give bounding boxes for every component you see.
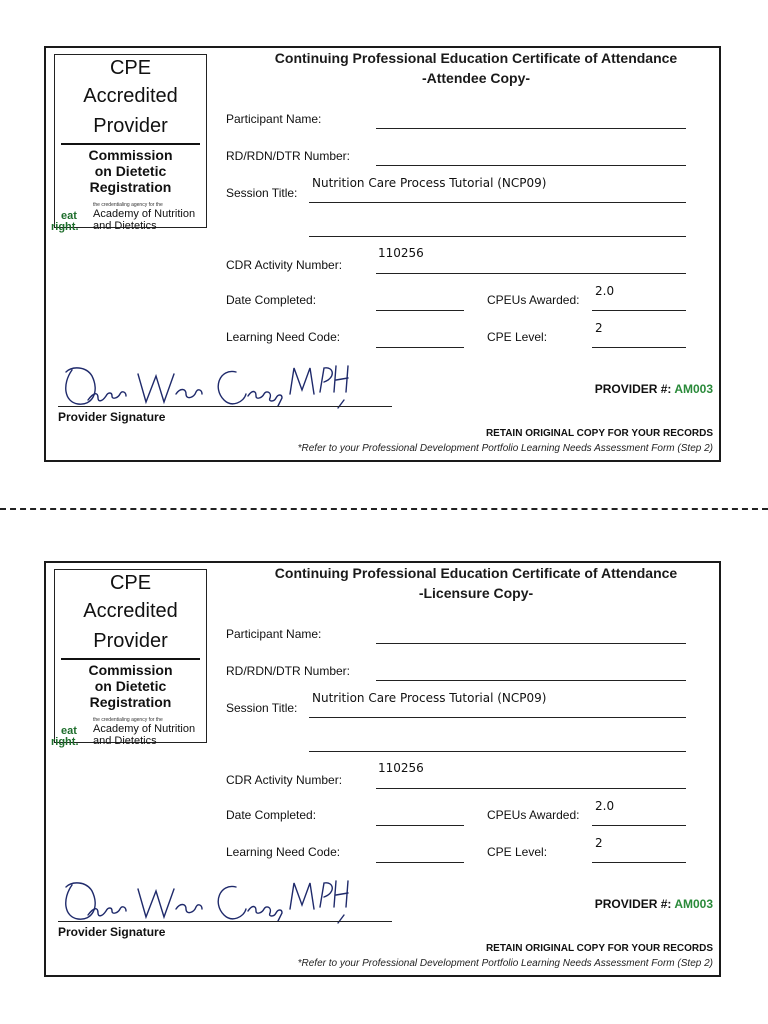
logo-tagline: the credentialing agency for the bbox=[93, 717, 163, 723]
learning-need-code-label: Learning Need Code: bbox=[226, 330, 341, 344]
cdr-activity-number-field bbox=[376, 788, 686, 789]
cpe-level-field bbox=[592, 347, 686, 348]
session-title-label: Session Title: bbox=[226, 701, 298, 715]
provider-signature-label: Provider Signature bbox=[58, 410, 166, 424]
cpeus-awarded-label: CPEUs Awarded: bbox=[487, 293, 580, 307]
logo-tagline: the credentialing agency for the bbox=[93, 202, 163, 208]
provider-code: AM003 bbox=[674, 382, 713, 396]
session-title-line-2 bbox=[309, 751, 686, 752]
cpe-level-label: CPE Level: bbox=[487, 330, 548, 344]
logo-cpe-text: CPE bbox=[109, 572, 152, 594]
logo-academy-text: Academy of Nutrition and Dietetics bbox=[93, 723, 196, 747]
participant-name-label: Participant Name: bbox=[226, 112, 322, 126]
participant-name-field[interactable] bbox=[376, 643, 686, 644]
cpe-level-label: CPE Level: bbox=[487, 845, 548, 859]
cpe-provider-logo bbox=[51, 54, 207, 233]
certificate-licensure-copy bbox=[44, 561, 721, 977]
eat-right-logo-icon: eat right. bbox=[51, 210, 79, 233]
provider-number bbox=[595, 382, 713, 396]
signature-line bbox=[58, 921, 392, 922]
provider-code: AM003 bbox=[674, 897, 713, 911]
cpe-level-field bbox=[592, 862, 686, 863]
refer-note: *Refer to your Professional Development Portfolio Learning Needs Assessment Form (Step 2) bbox=[297, 958, 713, 969]
rdn-number-label: RD/RDN/DTR Number: bbox=[226, 149, 351, 163]
session-title-value: Nutrition Care Process Tutorial (NCP09) bbox=[312, 176, 547, 190]
cdr-activity-number-field bbox=[376, 273, 686, 274]
provider-number bbox=[595, 897, 713, 911]
date-completed-label: Date Completed: bbox=[226, 808, 317, 822]
date-completed-label: Date Completed: bbox=[226, 293, 317, 307]
cdr-activity-number-value: 110256 bbox=[378, 761, 424, 775]
logo-divider bbox=[61, 658, 200, 660]
signature-line bbox=[58, 406, 392, 407]
participant-name-field[interactable] bbox=[376, 128, 686, 129]
logo-cdr-text: Commission on Dietetic Registration bbox=[88, 147, 173, 195]
copy-type: -Attendee Copy- bbox=[421, 70, 531, 86]
learning-need-code-label: Learning Need Code: bbox=[226, 845, 341, 859]
refer-note: *Refer to your Professional Development Portfolio Learning Needs Assessment Form (Step 2) bbox=[297, 443, 713, 454]
provider-signature-image bbox=[58, 360, 358, 412]
certificate-title: Continuing Professional Education Certificate of Attendance bbox=[274, 565, 678, 581]
date-completed-field[interactable] bbox=[376, 825, 464, 826]
logo-provider-text: Provider bbox=[93, 630, 168, 652]
logo-cdr-text: Commission on Dietetic Registration bbox=[88, 662, 173, 710]
logo-divider bbox=[61, 143, 200, 145]
logo-accredited-text: Accredited bbox=[83, 600, 178, 622]
logo-cpe-text: CPE bbox=[109, 57, 152, 79]
cpe-level-value: 2 bbox=[595, 321, 603, 335]
session-title-label: Session Title: bbox=[226, 186, 298, 200]
cpeus-awarded-value: 2.0 bbox=[595, 284, 615, 298]
participant-name-label: Participant Name: bbox=[226, 627, 322, 641]
cpeus-awarded-field bbox=[592, 310, 686, 311]
eat-right-logo-icon: eat right. bbox=[51, 725, 79, 748]
cut-line bbox=[0, 508, 768, 510]
cpeus-awarded-value: 2.0 bbox=[595, 799, 615, 813]
certificate-attendee-copy bbox=[44, 46, 721, 462]
date-completed-field[interactable] bbox=[376, 310, 464, 311]
learning-need-code-field[interactable] bbox=[376, 347, 464, 348]
rdn-number-label: RD/RDN/DTR Number: bbox=[226, 664, 351, 678]
copy-type: -Licensure Copy- bbox=[418, 585, 534, 601]
retain-notice: RETAIN ORIGINAL COPY FOR YOUR RECORDS bbox=[485, 943, 713, 954]
cpe-level-value: 2 bbox=[595, 836, 603, 850]
cdr-activity-number-label: CDR Activity Number: bbox=[226, 773, 343, 787]
cpe-provider-logo bbox=[51, 569, 207, 748]
retain-notice: RETAIN ORIGINAL COPY FOR YOUR RECORDS bbox=[485, 428, 713, 439]
logo-provider-text: Provider bbox=[93, 115, 168, 137]
cdr-activity-number-label: CDR Activity Number: bbox=[226, 258, 343, 272]
provider-number-label: PROVIDER #: bbox=[594, 897, 672, 911]
logo-academy-text: Academy of Nutrition and Dietetics bbox=[93, 208, 196, 232]
rdn-number-field[interactable] bbox=[376, 165, 686, 166]
session-title-line-2 bbox=[309, 236, 686, 237]
cpeus-awarded-label: CPEUs Awarded: bbox=[487, 808, 580, 822]
provider-signature-label: Provider Signature bbox=[58, 925, 166, 939]
provider-signature-image bbox=[58, 875, 358, 927]
logo-accredited-text: Accredited bbox=[83, 85, 178, 107]
session-title-line-1 bbox=[309, 717, 686, 718]
cpeus-awarded-field bbox=[592, 825, 686, 826]
session-title-value: Nutrition Care Process Tutorial (NCP09) bbox=[312, 691, 547, 705]
cdr-activity-number-value: 110256 bbox=[378, 246, 424, 260]
rdn-number-field[interactable] bbox=[376, 680, 686, 681]
session-title-line-1 bbox=[309, 202, 686, 203]
provider-number-label: PROVIDER #: bbox=[594, 382, 672, 396]
certificate-title: Continuing Professional Education Certificate of Attendance bbox=[274, 50, 678, 66]
learning-need-code-field[interactable] bbox=[376, 862, 464, 863]
